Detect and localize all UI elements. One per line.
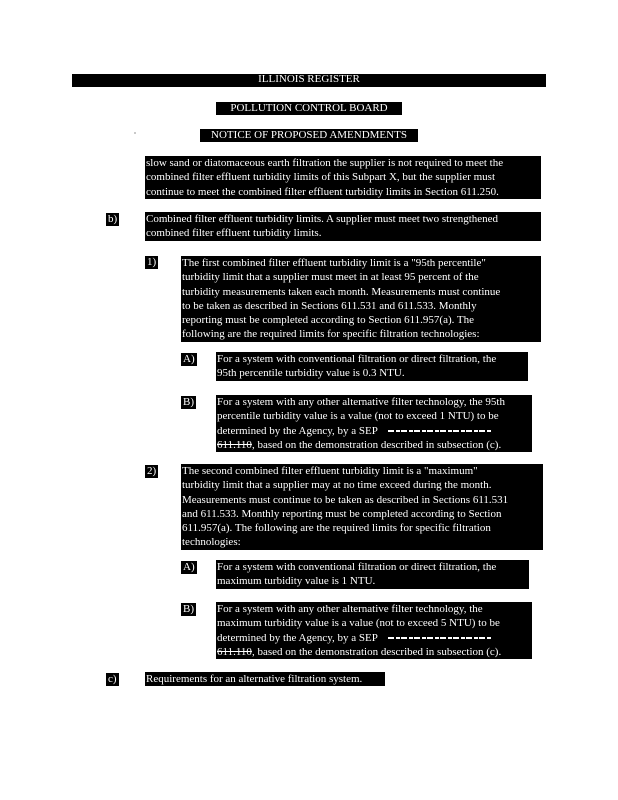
text-line: For a system with any other alternative filter technology, the 95th <box>217 396 505 408</box>
text-line: to be taken as described in Sections 611.531 and 611.533. Monthly <box>182 299 477 312</box>
paragraph-b1A <box>216 352 528 381</box>
text-line: 95th percentile turbidity value is 0.3 NTU. <box>217 367 405 380</box>
redacted-text <box>388 430 492 432</box>
text-line: Combined filter effluent turbidity limits. A supplier must meet two strengthened <box>146 213 499 225</box>
text-line: 611.110, based on the demonstration described in subsection (c). <box>217 438 502 451</box>
text-line: Requirements for an alternative filtration system. <box>146 673 363 685</box>
paragraph-b <box>145 212 541 241</box>
text-line: 611.957(a). The following are the required limits for specific filtration <box>182 522 491 535</box>
text-line: The first combined filter effluent turbidity limit is a "95th percentile" <box>182 257 486 269</box>
label-b1A: A) <box>183 353 195 365</box>
text-line: For a system with any other alternative filter technology, the <box>217 603 483 615</box>
text-line: continue to meet the combined filter effluent turbidity limits in Section 611.250. <box>146 185 499 198</box>
text-line: maximum turbidity value is a value (not to exceed 5 NTU) to be <box>217 617 500 630</box>
label-b1B: B) <box>183 396 194 408</box>
paragraph-b2 <box>181 464 543 550</box>
text-line: determined by the Agency, by a SEP <box>217 631 531 645</box>
text-line: technologies: <box>182 536 241 549</box>
scan-speck <box>134 132 136 134</box>
paragraph-b1 <box>181 256 541 342</box>
text-line: combined filter effluent turbidity limits. <box>146 227 322 240</box>
label-b2B: B) <box>183 603 194 615</box>
text-line: Measurements must continue to be taken as described in Sections 611.531 <box>182 493 509 506</box>
text-line: 611.110, based on the demonstration described in subsection (c). <box>217 645 502 658</box>
text-line: reporting must be completed according to Section 611.957(a). The <box>182 314 475 327</box>
text-line: combined filter effluent turbidity limits of this Subpart X, but the supplier must <box>146 171 496 184</box>
label-c: c) <box>108 673 117 685</box>
label-b2A: A) <box>183 561 195 573</box>
paragraph-b1B <box>216 395 532 452</box>
register-title: ILLINOIS REGISTER <box>258 73 360 85</box>
text-line: maximum turbidity value is 1 NTU. <box>217 575 376 588</box>
text-line: following are the required limits for specific filtration technologies: <box>182 328 480 341</box>
text-line: For a system with conventional filtration or direct filtration, the <box>217 561 497 573</box>
board-name: POLLUTION CONTROL BOARD <box>216 102 402 115</box>
label-b1: 1) <box>147 256 157 268</box>
struck-citation: 611.110 <box>217 438 252 451</box>
text-line: turbidity limit that a supplier may at no time exceed during the month. <box>182 479 492 492</box>
struck-citation: 611.110 <box>217 645 252 658</box>
paragraph-b2B <box>216 602 532 659</box>
paragraph-c <box>145 672 385 686</box>
intro-paragraph <box>145 156 541 199</box>
text-line: slow sand or diatomaceous earth filtration the supplier is not required to meet the <box>146 157 504 169</box>
redacted-text <box>388 637 492 639</box>
notice-title: NOTICE OF PROPOSED AMENDMENTS <box>200 129 418 142</box>
label-b2: 2) <box>147 465 157 477</box>
text-line: For a system with conventional filtration or direct filtration, the <box>217 353 497 365</box>
text-line: percentile turbidity value is a value (not to exceed 1 NTU) to be <box>217 410 499 423</box>
text-line: and 611.533. Monthly reporting must be completed according to Section <box>182 507 502 520</box>
text-line: turbidity limit that a supplier must meet in at least 95 percent of the <box>182 271 479 284</box>
label-b: b) <box>108 213 118 225</box>
text-line: determined by the Agency, by a SEP <box>217 424 531 438</box>
paragraph-b2A <box>216 560 529 589</box>
text-line: turbidity measurements taken each month. Measurements must continue <box>182 285 501 298</box>
text-line: The second combined filter effluent turbidity limit is a "maximum" <box>182 465 478 477</box>
